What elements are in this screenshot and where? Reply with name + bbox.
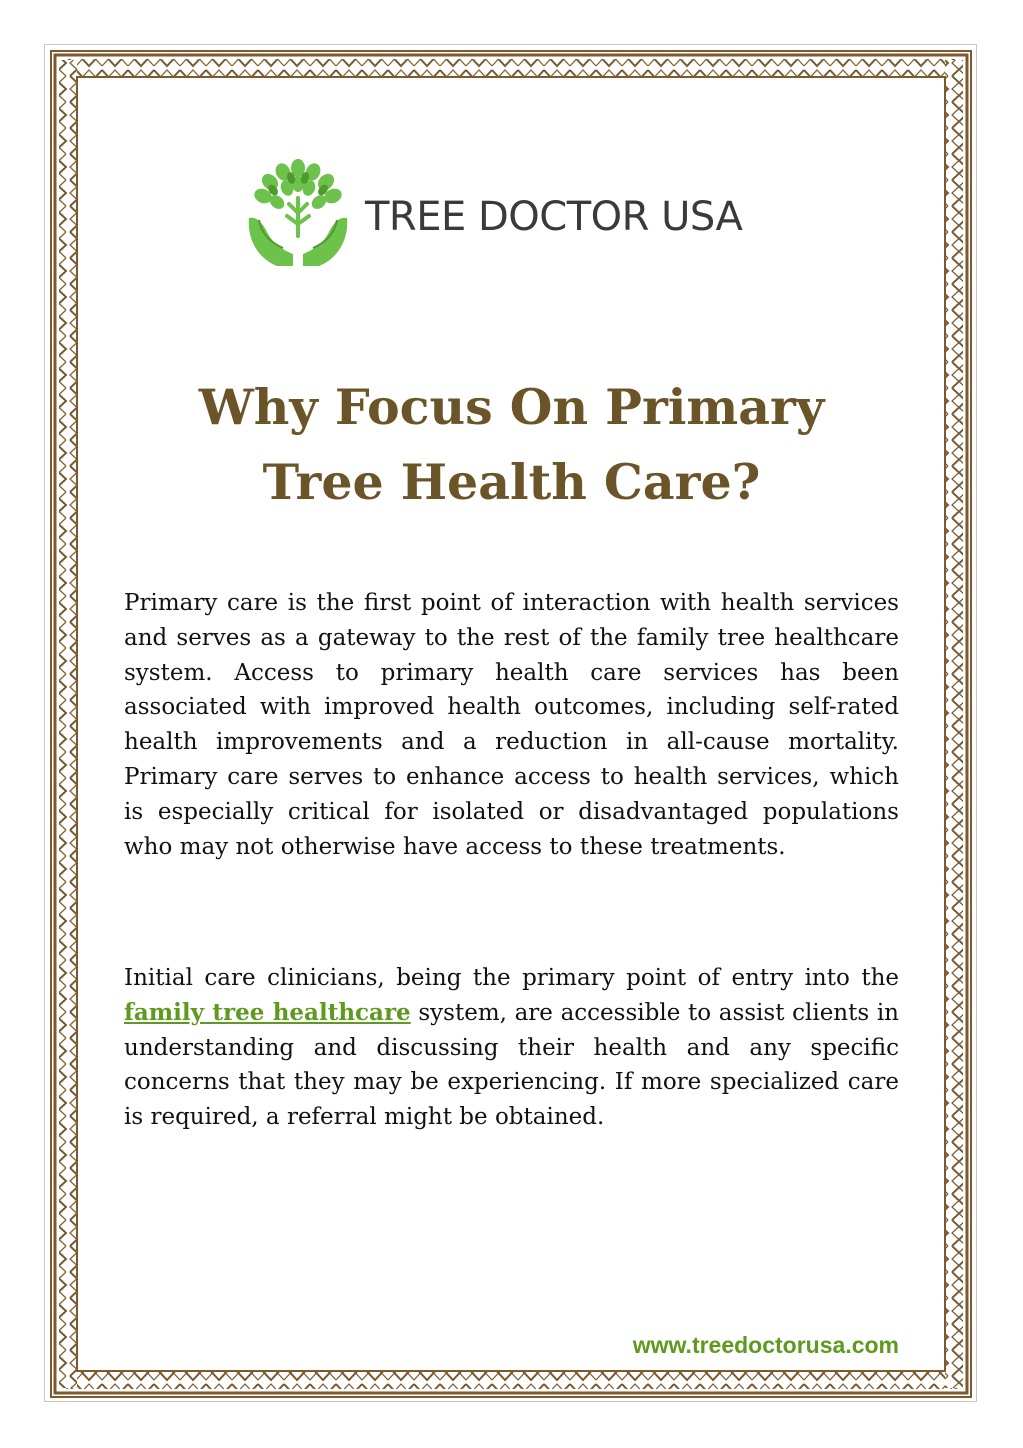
paragraph-2-text-start: Initial care clinicians, being the primary point of entry into the [124, 965, 899, 991]
website-url-link[interactable]: www.treedoctorusa.com [632, 1332, 899, 1358]
company-logo[interactable] [243, 158, 783, 276]
tree-hands-logo-icon [243, 158, 353, 276]
title-line-1: Why Focus On Primary [198, 378, 825, 436]
paragraph-primary-care: Primary care is the first point of interaction with health services and serves as a gateway to the rest of the family tree healthcare system. Access to primary health care services has been associated with improved health outcomes, including self-rated health improvements and a reduction in all-cause mortality. Primary care serves to enhance access to health services, which is especially critical for isolated or disadvantaged populations who may not otherwise have access to these treatments. [124, 590, 899, 860]
page-title [110, 370, 913, 520]
logo-brand-text: TREE DOCTOR USA [365, 194, 743, 240]
family-tree-healthcare-link[interactable]: family tree healthcare [124, 998, 411, 1026]
paragraph-2-text-end: system, are accessible to assist clients in understanding and discussing their health and any specific concerns that they may be experiencing. If more specialized care is required, a referral might be obtained. [124, 999, 899, 1131]
title-line-2: Tree Health Care? [262, 453, 761, 511]
paragraph-initial-care [124, 961, 899, 1135]
